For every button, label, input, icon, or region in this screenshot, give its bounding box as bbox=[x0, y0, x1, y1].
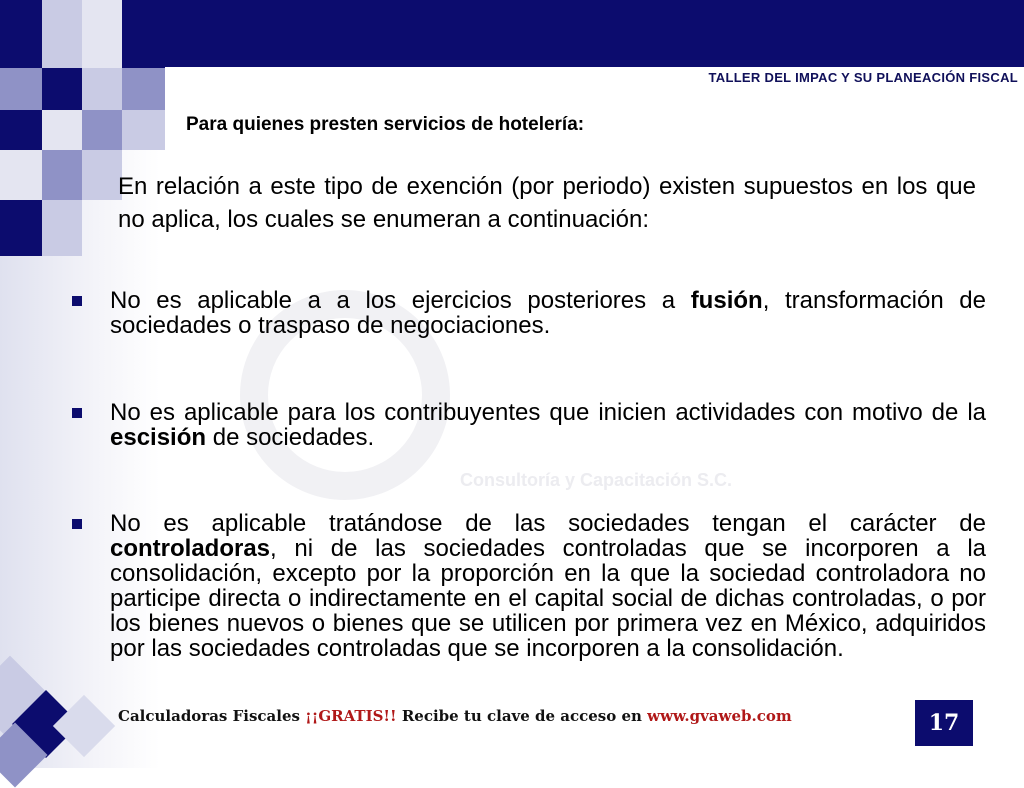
exception-list bbox=[68, 288, 986, 661]
free-highlight: ¡¡GRATIS!! bbox=[305, 707, 397, 725]
page-number: 17 bbox=[915, 700, 973, 746]
square-bullet-icon bbox=[72, 296, 82, 306]
list-item: No es aplicable tratándose de las sociedades tengan el carácter de controladoras, ni de las sociedades controladas que se incorporen a la consolidación, excepto por la proporción en la que la sociedad controladora no participe directa o indirectamente en el capital social de dichas controladas, o por los bienes nuevos o bienes que se utilicen por primera vez en México, adquiridos por las sociedades controladas que se incorporen a la consolidación. bbox=[68, 511, 986, 661]
watermark-text: Consultoría y Capacitación S.C. bbox=[460, 470, 733, 490]
slide-subtitle: Para quienes presten servicios de hotelería: bbox=[186, 114, 585, 135]
square-bullet-icon bbox=[72, 519, 82, 529]
website-link[interactable]: www.gvaweb.com bbox=[647, 707, 792, 725]
footer-promo: Calculadoras Fiscales ¡¡GRATIS!! Recibe tu clave de acceso en www.gvaweb.com bbox=[118, 707, 792, 725]
course-title: TALLER DEL IMPAC Y SU PLANEACIÓN FISCAL bbox=[708, 70, 1018, 85]
square-bullet-icon bbox=[72, 408, 82, 418]
bold-term: controladoras bbox=[110, 535, 271, 562]
list-item: No es aplicable a a los ejercicios posteriores a fusión, transformación de sociedades o traspaso de negociaciones. bbox=[68, 288, 986, 338]
bold-term: escisión bbox=[110, 424, 207, 451]
top-banner-bar bbox=[165, 0, 1024, 67]
bold-term: fusión bbox=[690, 287, 763, 314]
intro-paragraph: En relación a este tipo de exención (por periodo) existen supuestos en los que no aplica, los cuales se enumeran a continuación: bbox=[118, 173, 976, 233]
list-item: No es aplicable para los contribuyentes que inicien actividades con motivo de la escisión de sociedades. bbox=[68, 400, 986, 450]
